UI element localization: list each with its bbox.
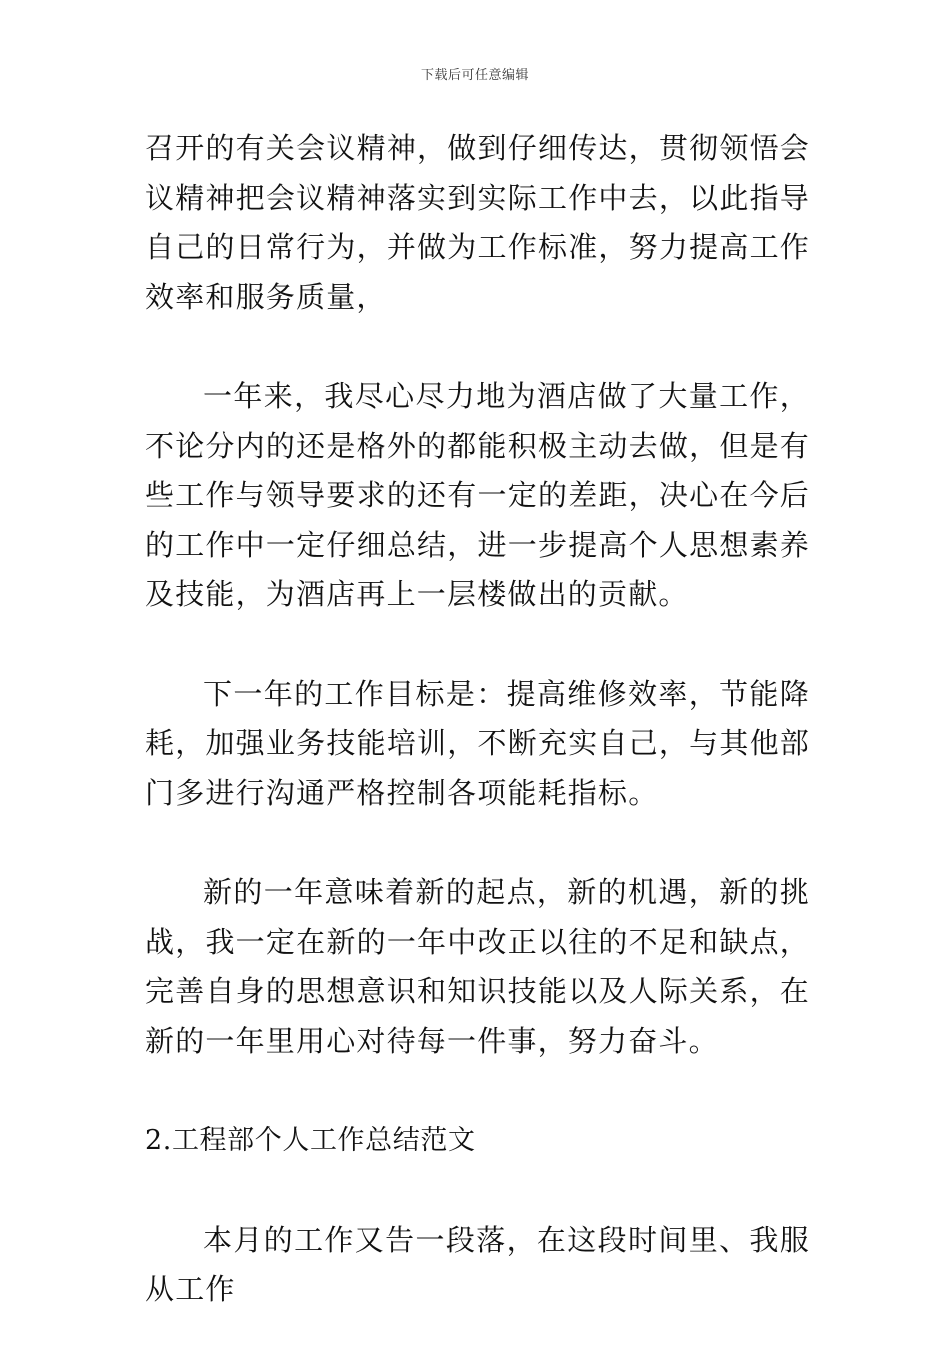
paragraph-year-review: 一年来，我尽心尽力地为酒店做了大量工作，不论分内的还是格外的都能积极主动去做，但是有些工作与领导要求的还有一定的差距，决心在今后的工作中一定仔细总结，进一步提高个人思想素养及技能，为酒店再上一层楼做出的贡献。	[145, 379, 810, 611]
document-body	[145, 124, 810, 1365]
paragraph-next-year-goals: 下一年的工作目标是：提高维修效率，节能降耗，加强业务技能培训，不断充实自己，与其他部门多进行沟通严格控制各项能耗指标。	[145, 676, 810, 810]
paragraph-section-intro: 本月的工作又告一段落，在这段时间里、我服从工作	[145, 1222, 810, 1306]
paragraph-new-year-resolution: 新的一年意味着新的起点，新的机遇，新的挑战，我一定在新的一年中改正以往的不足和缺点，完善自身的思想意识和知识技能以及人际关系，在新的一年里用心对待每一件事，努力奋斗。	[145, 875, 810, 1058]
paragraph-continuation: 召开的有关会议精神，做到仔细传达，贯彻领悟会议精神把会议精神落实到实际工作中去，以此指导自己的日常行为，并做为工作标准，努力提高工作效率和服务质量，	[145, 131, 810, 314]
section-heading: 2.工程部个人工作总结范文	[145, 1125, 476, 1156]
page-header-note: 下载后可任意编辑	[420, 68, 529, 83]
